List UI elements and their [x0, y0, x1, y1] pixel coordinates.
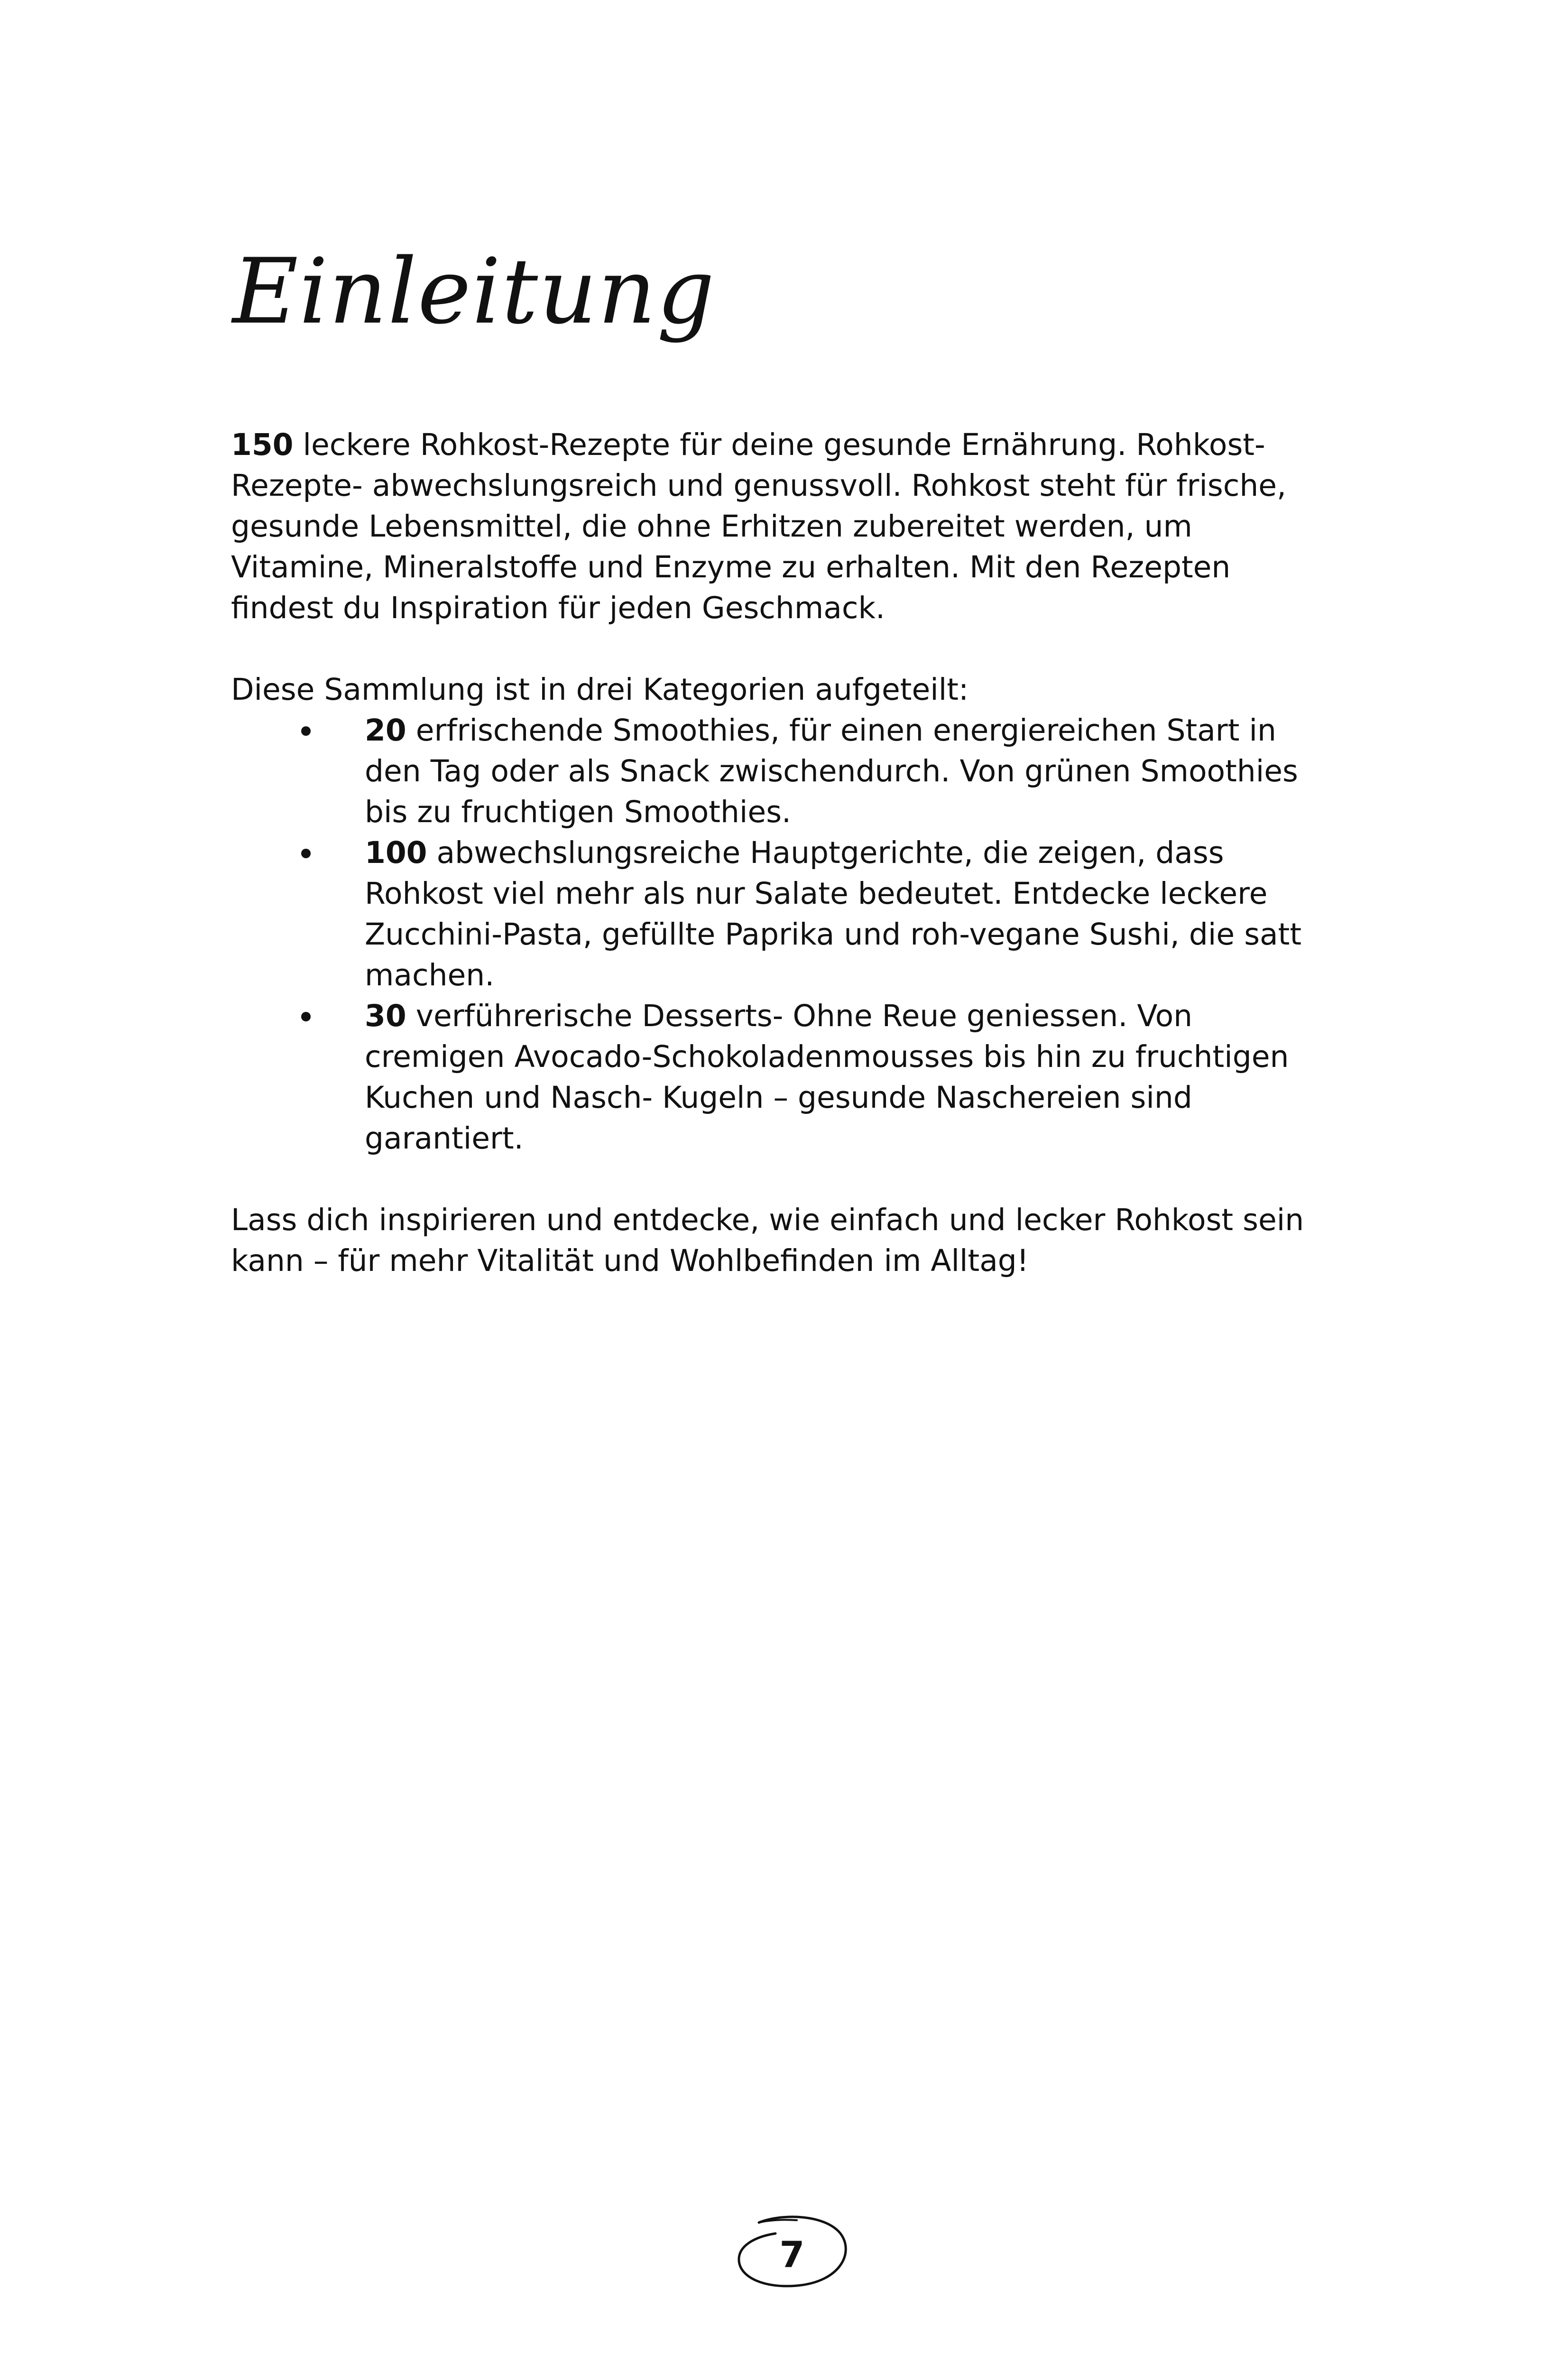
categories-intro: Diese Sammlung ist in drei Kategorien aufgeteilt: — [231, 672, 969, 707]
intro-count: 150 — [231, 427, 294, 462]
paragraph-spacer — [231, 629, 1336, 669]
bullet-icon — [301, 726, 311, 736]
category-text: erfrischende Smoothies, für einen energiereichen Start in den Tag oder als Snack zwischendurch. Von grünen Smoothies bis zu fruchtigen Smoothies. — [365, 713, 1298, 829]
category-text: abwechslungsreiche Hauptgerichte, die zeigen, dass Rohkost viel mehr als nur Salate bedeutet. Entdecke leckere Zucchini-Pasta, gefüllte Paprika und roh-vegane Sushi, die satt machen. — [365, 835, 1302, 992]
category-list — [231, 710, 1336, 1159]
list-item — [231, 833, 1336, 996]
chapter-body — [231, 425, 1336, 1281]
paragraph-spacer — [231, 1159, 1336, 1200]
bullet-icon — [301, 1012, 311, 1021]
intro-paragraph — [231, 425, 1336, 629]
category-count: 30 — [365, 999, 406, 1033]
category-text: verführerische Desserts- Ohne Reue geniessen. Von cremigen Avocado-Schokoladenmousses bis hin zu fruchtigen Kuchen und Nasch- Kugeln – gesunde Naschereien sind garantiert. — [365, 999, 1289, 1156]
page-number — [730, 2211, 854, 2291]
bullet-icon — [301, 849, 311, 858]
list-item — [231, 710, 1336, 833]
page-number-text: 7 — [779, 2233, 805, 2276]
intro-text: leckere Rohkost-Rezepte für deine gesunde Ernährung. Rohkost-Rezepte- abwechslungsreich und genussvoll. Rohkost steht für frische, gesunde Lebensmittel, die ohne Erhitzen zubereitet werden, um Vitamine, Mineralstoffe und Enzyme zu erhalten. Mit den Rezepten findest du Inspiration für jeden Geschmack. — [231, 427, 1287, 625]
category-count: 100 — [365, 835, 427, 870]
category-count: 20 — [365, 713, 406, 748]
chapter-heading: Einleitung — [232, 239, 716, 344]
closing-paragraph: Lass dich inspirieren und entdecke, wie einfach und lecker Rohkost sein kann – für mehr Vitalität und Wohlbefinden im Alltag! — [231, 1203, 1304, 1278]
list-item — [231, 996, 1336, 1159]
